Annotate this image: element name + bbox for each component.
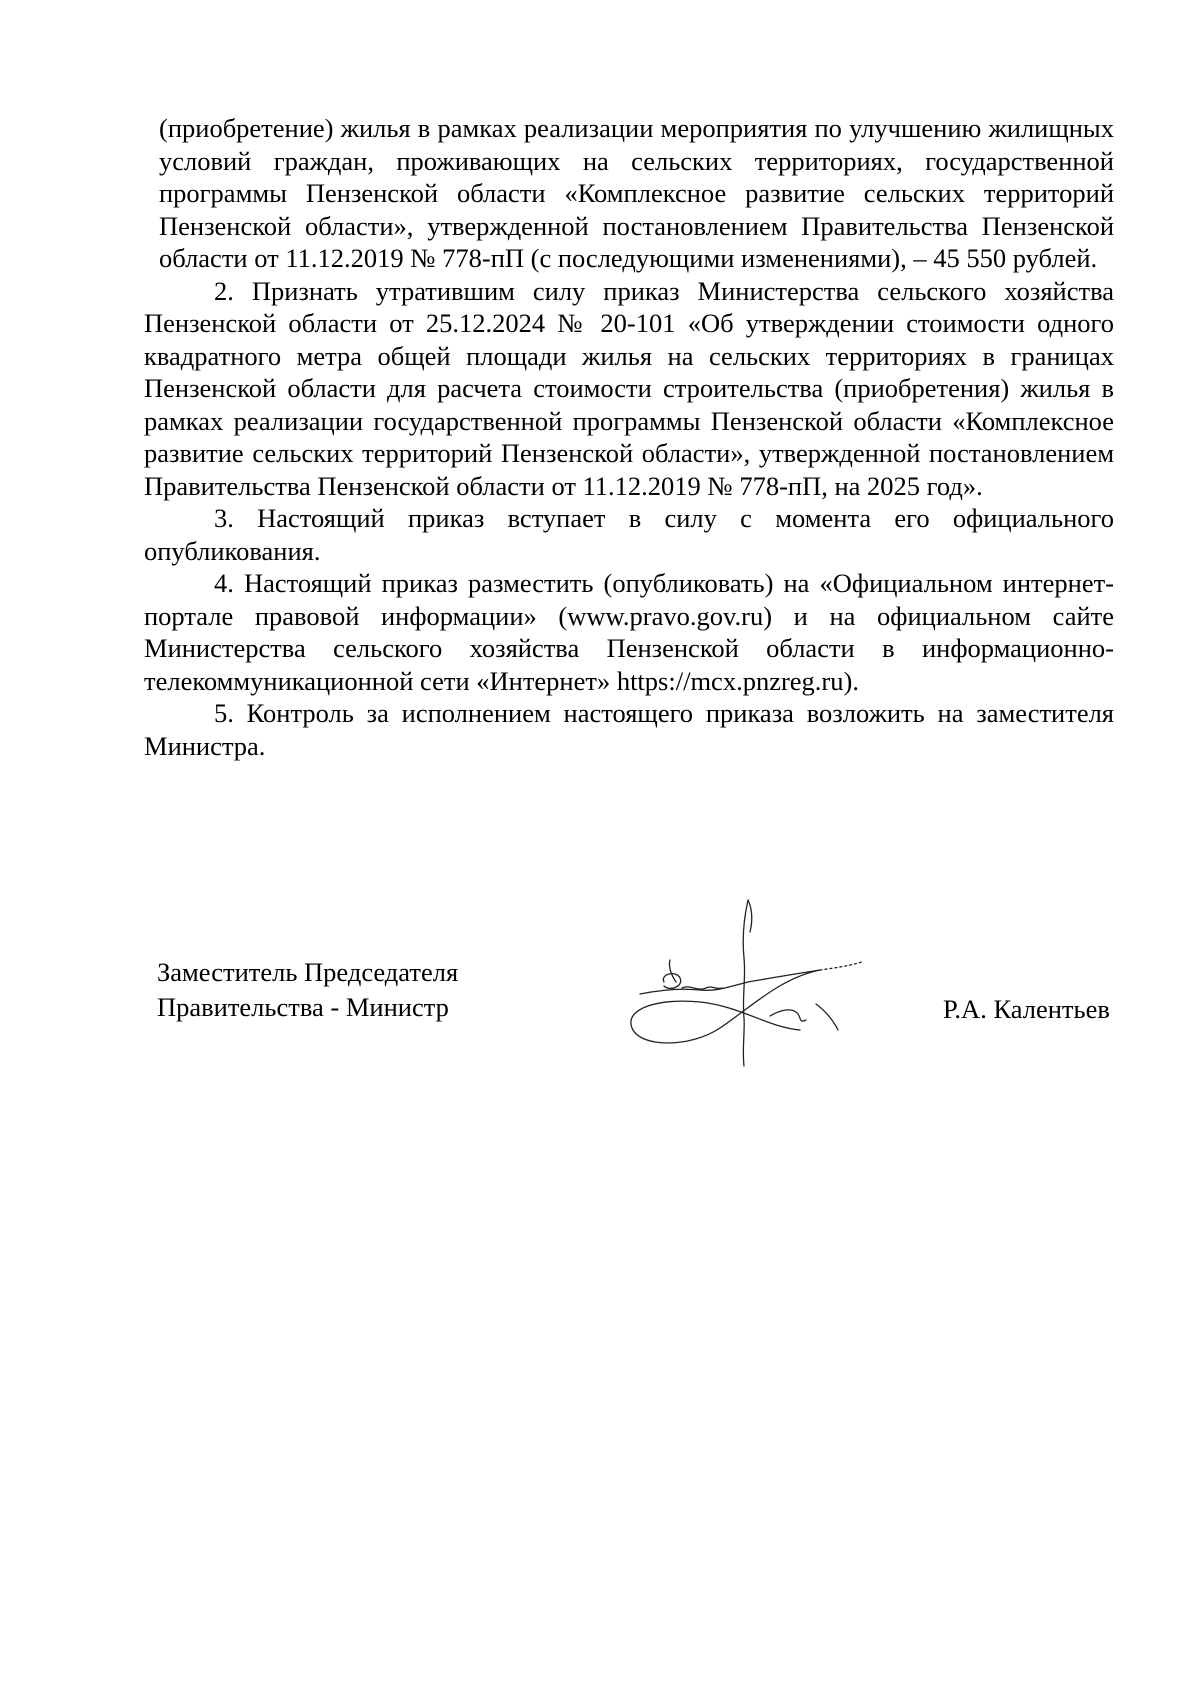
signature-block bbox=[0, 955, 1200, 1095]
signatory-position-line-2: Правительства - Министр bbox=[157, 992, 449, 1022]
signatory-position bbox=[157, 955, 458, 1025]
signatory-name: Р.А. Калентьев bbox=[943, 994, 1110, 1024]
paragraph-item-3: 3. Настоящий приказ вступает в силу с момента его официального опубликования. bbox=[144, 503, 1114, 566]
paragraph-continuation: (приобретение) жилья в рамках реализации мероприятия по улучшению жилищных условий граждан, проживающих на сельских территориях, государственной программы Пензенской области «Комплексное развитие сельских территорий Пензенской области», утвержденной постановлением Правительства Пензенской области от 11.12.2019 № 778-пП (с последующими изменениями), – 45 550 рублей. bbox=[159, 113, 1114, 273]
document-body bbox=[144, 112, 1114, 762]
signatory-position-line-1: Заместитель Председателя bbox=[157, 957, 459, 987]
paragraph-item-2: 2. Признать утратившим силу приказ Министерства сельского хозяйства Пензенской области от 25.12.2024 № 20-101 «Об утверждении стоимости одного квадратного метра общей площади жилья на сельских территориях в границах Пензенской области для расчета стоимости строительства (приобретения) жилья в рамках реализации государственной программы Пензенской области «Комплексное развитие сельских территорий Пензенской области», утвержденной постановлением Правительства Пензенской области от 11.12.2019 № 778-пП, на 2025 год». bbox=[144, 275, 1114, 501]
paragraph-item-4: 4. Настоящий приказ разместить (опубликовать) на «Официальном интернет-портале правовой информации» (www.pravo.gov.ru) и на официальном сайте Министерства сельского хозяйства Пензенской области в информационно-телекоммуникационной сети «Интернет» https://mcx.pnzreg.ru). bbox=[144, 568, 1114, 696]
paragraph-item-5: 5. Контроль за исполнением настоящего приказа возложить на заместителя Министра. bbox=[144, 698, 1114, 761]
handwritten-signature-icon bbox=[620, 898, 880, 1068]
